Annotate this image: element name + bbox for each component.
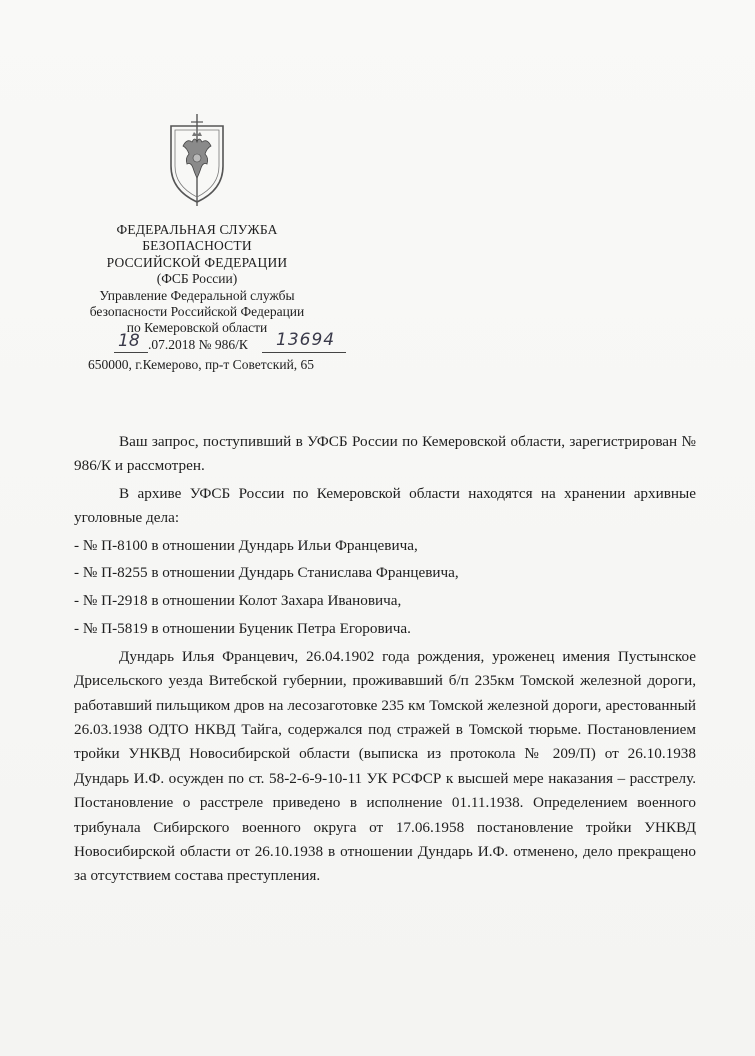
letter-body xyxy=(74,430,696,892)
sender-header xyxy=(72,222,322,337)
case-item: - № П-8100 в отношении Дундарь Ильи Францевича, xyxy=(74,536,418,554)
reference-line xyxy=(104,330,344,356)
case-item: - № П-2918 в отношении Колот Захара Ивановича, xyxy=(74,592,402,610)
paragraph: Ваш запрос, поступивший в УФСБ России по Кемеровской области, зарегистрирован № 986/К и рассмотрен. xyxy=(74,433,696,475)
header-line: Управление Федеральной службы xyxy=(99,287,295,303)
case-item: - № П-5819 в отношении Буценик Петра Егоровича. xyxy=(74,620,411,638)
underline xyxy=(114,352,148,353)
header-line: БЕЗОПАСНОСТИ xyxy=(142,238,252,254)
header-line: безопасности Российской Федерации xyxy=(89,304,305,320)
handwritten-day: 18 xyxy=(118,331,140,351)
handwritten-number: 13694 xyxy=(276,330,336,350)
case-item: - № П-8255 в отношении Дундарь Станислава Францевича, xyxy=(74,564,459,582)
header-line: (ФСБ России) xyxy=(156,271,238,287)
paragraph: В архиве УФСБ России по Кемеровской области находятся на хранении архивные уголовные дела: xyxy=(74,484,696,527)
fsb-emblem-icon xyxy=(165,112,229,208)
biography-paragraph: Дундарь Илья Францевич, 26.04.1902 года рождения, уроженец имения Пустынское Дрисельского уезда Витебской губернии, проживавший б/п 235км Томской железной дороги, работавший пильщиком дров на лесозаготовке 235 км Томской железной дороги, арестованный 26.03.1938 ОДТО НКВД Тайга, содержался под стражей в Томской тюрьме. Постановлением тройки УНКВД Новосибирской области (выписка из протокола № 209/П) от 26.10.1938 Дундарь И.Ф. осужден по ст. 58-2-6-9-10-11 УК РСФСР к высшей мере наказания – расстрелу. Постановление о расстреле приведено в исполнение 01.11.1938. Определением военного трибунала Сибирского военного округа от 17.06.1958 постановление тройки УНКВД Новосибирской области от 26.10.1938 в отношении Дундарь И.Ф. отменено, дело прекращено за отсутствием состава преступления. xyxy=(74,647,696,885)
reference-printed: .07.2018 № 986/К xyxy=(148,337,248,352)
header-line: по Кемеровской области xyxy=(126,320,268,336)
header-line: ФЕДЕРАЛЬНАЯ СЛУЖБА xyxy=(116,222,278,237)
header-line: РОССИЙСКОЙ ФЕДЕРАЦИИ xyxy=(106,254,288,270)
sender-address: 650000, г.Кемерово, пр-т Советский, 65 xyxy=(88,357,315,372)
underline xyxy=(262,352,346,353)
